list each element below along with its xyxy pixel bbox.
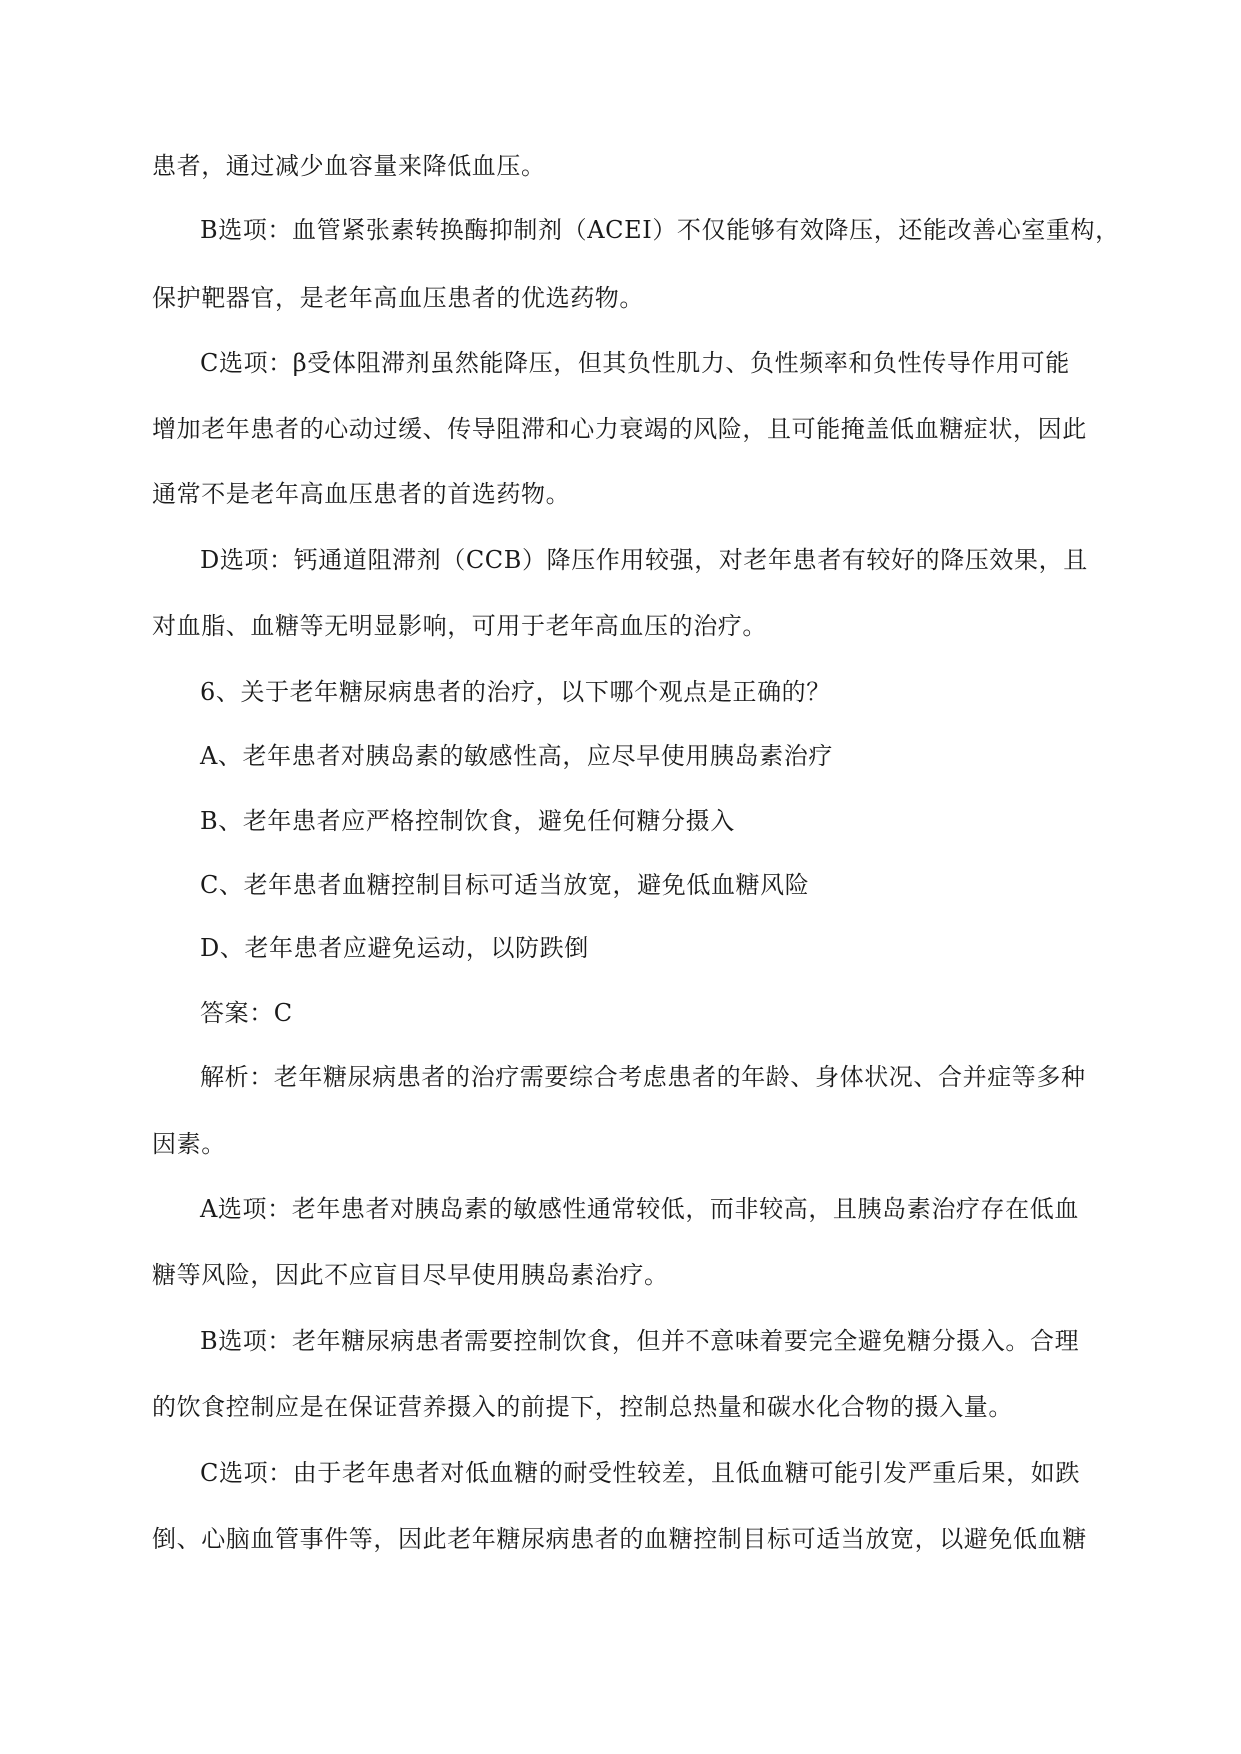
text-line: A选项：老年患者对胰岛素的敏感性通常较低，而非较高，且胰岛素治疗存在低血: [200, 1195, 1079, 1223]
option-d: D、老年患者应避免运动，以防跌倒: [200, 934, 589, 962]
text-line: 糖等风险，因此不应盲目尽早使用胰岛素治疗。: [152, 1261, 669, 1289]
text-line: C选项：由于老年患者对低血糖的耐受性较差，且低血糖可能引发严重后果，如跌: [200, 1459, 1080, 1487]
text-line: 患者，通过减少血容量来降低血压。: [152, 152, 546, 180]
text-line: 对血脂、血糖等无明显影响，可用于老年高血压的治疗。: [152, 612, 767, 640]
answer-line: 答案：C: [200, 999, 293, 1027]
text-line: 的饮食控制应是在保证营养摄入的前提下，控制总热量和碳水化合物的摄入量。: [152, 1393, 1013, 1421]
text-line: 增加老年患者的心动过缓、传导阻滞和心力衰竭的风险，且可能掩盖低血糖症状，因此: [152, 415, 1087, 443]
text-line: B选项：血管紧张素转换酶抑制剂（ACEI）不仅能够有效降压，还能改善心室重构，: [200, 216, 1120, 244]
text-line: 通常不是老年高血压患者的首选药物。: [152, 480, 571, 508]
option-b: B、老年患者应严格控制饮食，避免任何糖分摄入: [200, 807, 735, 835]
text-line: 解析：老年糖尿病患者的治疗需要综合考虑患者的年龄、身体状况、合并症等多种: [200, 1063, 1086, 1091]
option-a: A、老年患者对胰岛素的敏感性高，应尽早使用胰岛素治疗: [200, 742, 833, 770]
text-line: C选项：β受体阻滞剂虽然能降压，但其负性肌力、负性频率和负性传导作用可能: [200, 349, 1070, 377]
text-line: 保护靶器官，是老年高血压患者的优选药物。: [152, 284, 644, 312]
text-line: D选项：钙通道阻滞剂（CCB）降压作用较强，对老年患者有较好的降压效果，且: [200, 546, 1088, 574]
text-line: 因素。: [152, 1130, 226, 1158]
text-line: B选项：老年糖尿病患者需要控制饮食，但并不意味着要完全避免糖分摄入。合理: [200, 1327, 1080, 1355]
option-c: C、老年患者血糖控制目标可适当放宽，避免低血糖风险: [200, 871, 810, 899]
question-title: 6、关于老年糖尿病患者的治疗，以下哪个观点是正确的？: [200, 678, 831, 706]
text-line: 倒、心脑血管事件等，因此老年糖尿病患者的血糖控制目标可适当放宽，以避免低血糖: [152, 1525, 1087, 1553]
